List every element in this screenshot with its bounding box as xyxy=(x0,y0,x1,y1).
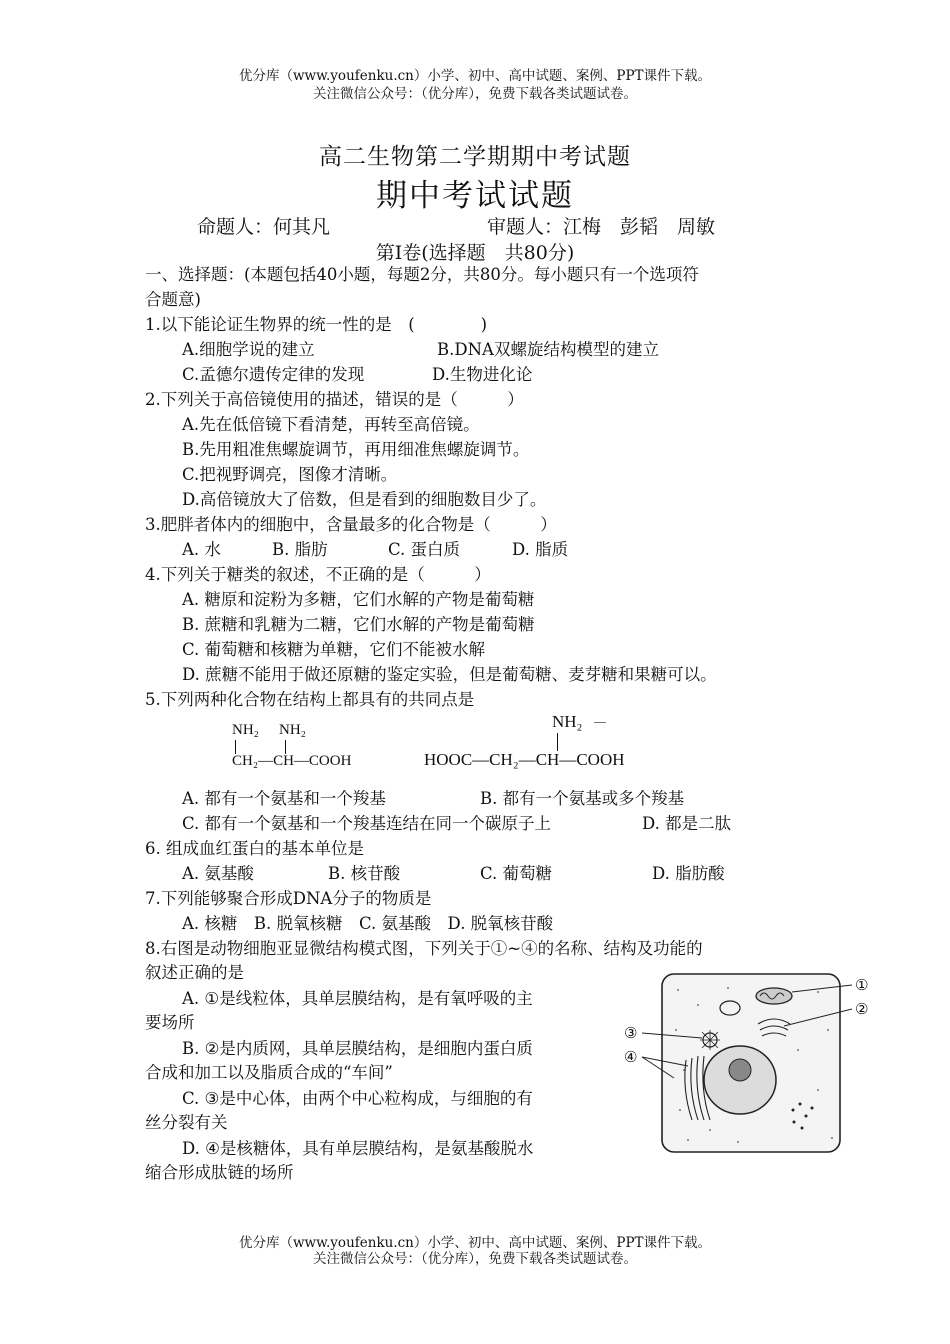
q8-option-a-line-1: A. ①是线粒体，具单层膜结构，是有氧呼吸的主 xyxy=(182,989,533,1008)
q5-option-c: C. 都有一个氨基和一个羧基连结在同一个碳原子上 xyxy=(182,814,552,833)
q8-option-c-line-1: C. ③是中心体，由两个中心粒构成，与细胞的有 xyxy=(182,1089,533,1108)
q8-option-c-line-2: 丝分裂有关 xyxy=(145,1113,228,1132)
q4-option-b: B. 蔗糖和乳糖为二糖，它们水解的产物是葡萄糖 xyxy=(182,615,535,634)
q6-option-d: D. 脂肪酸 xyxy=(652,864,725,883)
q3-option-a: A. 水 xyxy=(182,540,221,559)
q4-option-c: C. 葡萄糖和核糖为单糖，它们不能被水解 xyxy=(182,640,486,659)
chem1-bond-2 xyxy=(285,740,286,754)
q8-option-d-line-2: 缩合形成肽链的场所 xyxy=(145,1163,294,1182)
q5-option-a: A. 都有一个氨基和一个羧基 xyxy=(182,789,386,808)
q1-option-b: B.DNA双螺旋结构模型的建立 xyxy=(437,340,659,359)
chem2-formula: HOOC—CH₂—CH—COOH xyxy=(424,750,625,769)
chem1-amino-1: NH₂ xyxy=(232,722,259,738)
q7-stem: 7.下列能够聚合形成DNA分子的物质是 xyxy=(145,889,432,908)
q1-option-c: C.孟德尔遗传定律的发现 xyxy=(182,365,365,384)
label-1: ① xyxy=(855,976,869,994)
chem1-formula: CH₂—CH—COOH xyxy=(232,753,352,769)
mitochondrion xyxy=(756,988,792,1004)
q3-option-d: D. 脂质 xyxy=(512,540,569,559)
q2-option-b: B.先用粗准焦螺旋调节，再用细准焦螺旋调节。 xyxy=(182,440,530,459)
q4-option-d: D. 蔗糖不能用于做还原糖的鉴定实验，但是葡萄糖、麦芽糖和果糖可以。 xyxy=(182,665,717,684)
q7-options: A. 核糖 B. 脱氧核糖 C. 氨基酸 D. 脱氧核苷酸 xyxy=(182,914,554,933)
q6-option-b: B. 核苷酸 xyxy=(328,864,401,883)
q5-stem: 5.下列两种化合物在结构上都具有的共同点是 xyxy=(145,690,475,709)
q8-option-d-line-1: D. ④是核糖体，具有单层膜结构，是氨基酸脱水 xyxy=(182,1139,534,1158)
header-line-1: 优分库（www.youfenku.cn）小学、初中、高中试题、案例、PPT课件下载。 xyxy=(238,68,712,84)
q6-stem: 6. 组成血红蛋白的基本单位是 xyxy=(145,839,364,858)
chem1-bond-1 xyxy=(235,740,236,754)
q8-stem-line-2: 叙述正确的是 xyxy=(145,963,244,982)
q6-option-a: A. 氨基酸 xyxy=(182,864,254,883)
q8-option-b-line-1: B. ②是内质网，具单层膜结构，是细胞内蛋白质 xyxy=(182,1039,533,1058)
chem1-amino-2: NH₂ xyxy=(279,722,306,738)
q6-option-c: C. 葡萄糖 xyxy=(480,864,553,883)
footer-line-1: 优分库（www.youfenku.cn）小学、初中、高中试题、案例、PPT课件下载。 xyxy=(238,1235,712,1251)
q2-option-c: C.把视野调亮，图像才清晰。 xyxy=(182,465,398,484)
chem2-bond xyxy=(557,733,558,751)
label-3: ③ xyxy=(624,1024,638,1042)
q8-stem-line-1: 8.右图是动物细胞亚显微结构模式图，下列关于①~④的名称、结构及功能的 xyxy=(145,939,703,958)
animal-cell-diagram xyxy=(618,970,888,1156)
q4-option-a: A. 糖原和淀粉为多糖，它们水解的产物是葡萄糖 xyxy=(182,590,535,609)
chem2-dash xyxy=(594,722,606,723)
q2-stem: 2.下列关于高倍镜使用的描述，错误的是（ ） xyxy=(145,390,524,409)
q1-option-a: A.细胞学说的建立 xyxy=(182,340,315,359)
footer-line-2: 关注微信公众号：（优分库），免费下载各类试题试卷。 xyxy=(313,1251,637,1267)
chem2-amino: NH₂ xyxy=(552,712,583,731)
page-title: 高二生物第二学期期中考试题 xyxy=(319,144,631,170)
section-heading: 第Ⅰ卷(选择题 共80分) xyxy=(375,242,575,264)
q4-stem: 4.下列关于糖类的叙述，不正确的是（ ） xyxy=(145,565,491,584)
q3-stem: 3.肥胖者体内的细胞中，含量最多的化合物是（ ） xyxy=(145,515,557,534)
q2-option-a: A.先在低倍镜下看清楚，再转至高倍镜。 xyxy=(182,415,480,434)
q3-option-c: C. 蛋白质 xyxy=(388,540,461,559)
header-line-2: 关注微信公众号：（优分库），免费下载各类试题试卷。 xyxy=(313,86,637,102)
q1-stem: 1.以下能论证生物界的统一性的是 ( ) xyxy=(145,315,488,334)
q5-option-d: D. 都是二肽 xyxy=(642,814,732,833)
label-4: ④ xyxy=(624,1048,638,1066)
nucleolus xyxy=(729,1059,751,1081)
centriole-rays xyxy=(700,1030,720,1050)
q5-option-b: B. 都有一个氨基或多个羧基 xyxy=(480,789,685,808)
reviewer: 审题人：江梅 彭韬 周敏 xyxy=(487,216,716,238)
q1-option-d: D.生物进化论 xyxy=(432,365,533,384)
setter: 命题人：何其凡 xyxy=(197,216,331,238)
q8-option-b-line-2: 合成和加工以及脂质合成的“车间” xyxy=(145,1063,393,1082)
q3-option-b: B. 脂肪 xyxy=(272,540,328,559)
intro-line-1: 一、选择题：(本题包括40小题，每题2分，共80分。每小题只有一个选项符 xyxy=(145,265,699,284)
q8-option-a-line-2: 要场所 xyxy=(145,1013,195,1032)
intro-line-2: 合题意) xyxy=(145,290,201,309)
page-subtitle: 期中考试试题 xyxy=(376,178,574,214)
q2-option-d: D.高倍镜放大了倍数，但是看到的细胞数目少了。 xyxy=(182,490,547,509)
label-2: ② xyxy=(855,1000,869,1018)
